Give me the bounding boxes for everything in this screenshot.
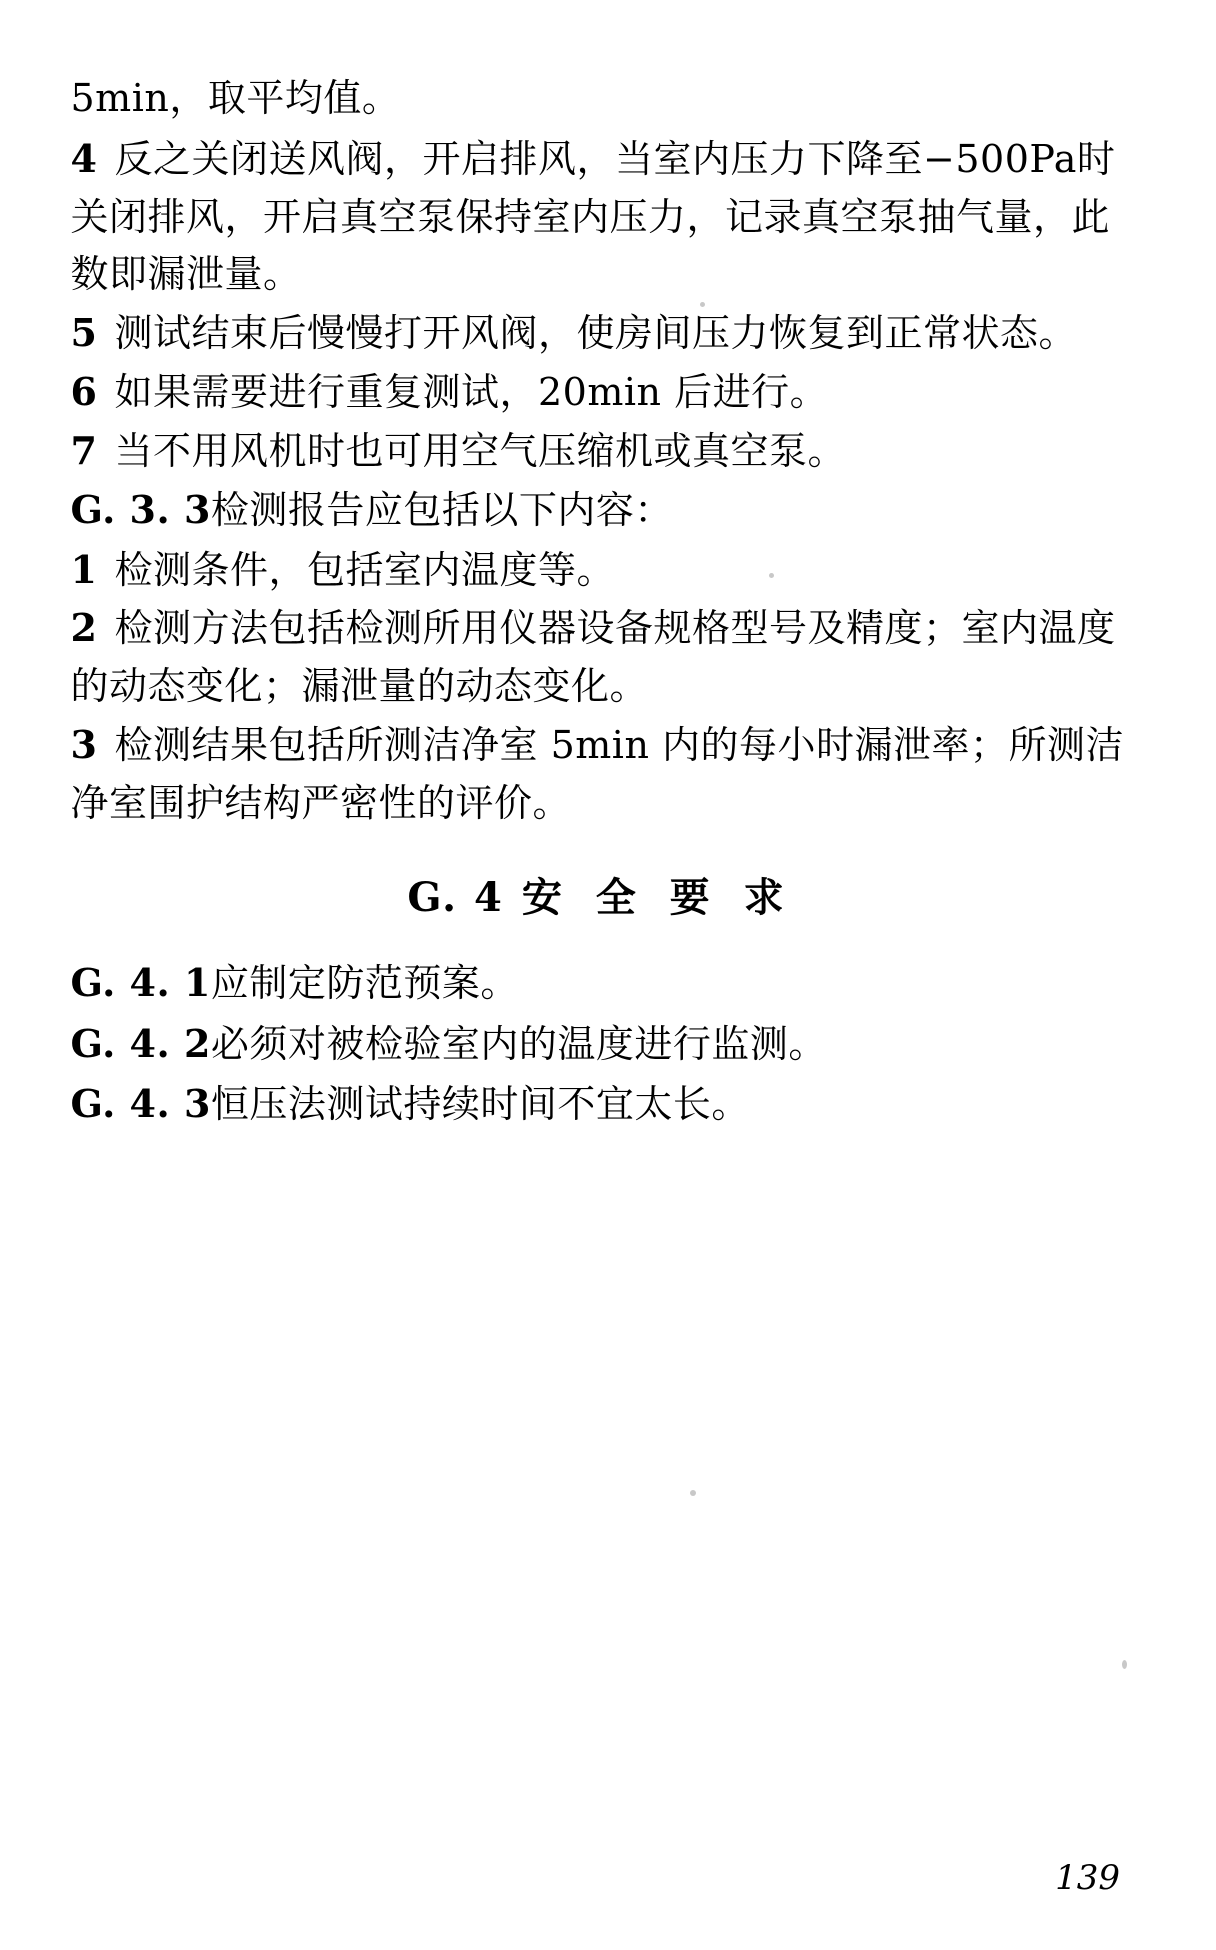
list-item-text: 检测结果包括所测洁净室 5min 内的每小时漏泄率；所测洁净室围护结构严密性的评价。 (70, 722, 1124, 825)
clause-text: 检测报告应包括以下内容： (210, 488, 673, 533)
clause-g-3-3 (71, 480, 1131, 540)
clause-id: G. 3. 3 (70, 487, 211, 533)
paper-speck (769, 573, 774, 578)
clause-text: 恒压法测试持续时间不宜太长。 (210, 1081, 750, 1126)
clause-id: G. 4. 2 (70, 1020, 211, 1066)
list-item-number: 5 (70, 310, 98, 355)
list-item-text: 反之关闭送风阀，开启排风，当室内压力下降至−500Pa时关闭排风，开启真空泵保持室内压力，记录真空泵抽气量，此数即漏泄量。 (70, 136, 1116, 297)
clause-text: 应制定防范预案。 (210, 961, 519, 1006)
list-item (71, 541, 1131, 600)
list-item-number: 1 (70, 546, 98, 592)
list-item-number: 2 (70, 605, 98, 651)
clause-text: 必须对被检验室内的温度进行监测。 (210, 1021, 827, 1066)
list-item (71, 304, 1131, 363)
continuation-line: 5min，取平均值。 (70, 76, 401, 120)
list-item-number: 4 (70, 135, 98, 181)
list-item-number: 6 (70, 368, 98, 414)
list-item-text: 当不用风机时也可用空气压缩机或真空泵。 (114, 428, 847, 473)
paper-speck (690, 1490, 696, 1496)
clause-g-4-1 (71, 953, 1131, 1013)
section-heading-number: G. 4 (407, 874, 504, 922)
section-heading-title: 安 全 要 求 (521, 874, 794, 922)
list-item (71, 363, 1131, 422)
clause-g-4-2 (71, 1014, 1131, 1074)
list-item (71, 422, 1131, 481)
list-item-number: 3 (70, 721, 98, 767)
list-item (71, 599, 1131, 716)
clause-id: G. 4. 3 (70, 1080, 211, 1126)
clause-g-4-3 (71, 1074, 1131, 1134)
paper-speck (1122, 1660, 1127, 1669)
list-item-text: 测试结束后慢慢打开风阀，使房间压力恢复到正常状态。 (114, 311, 1078, 355)
list-item-text: 如果需要进行重复测试，20min 后进行。 (114, 369, 829, 414)
paper-speck (700, 302, 705, 307)
list-item-number: 7 (70, 427, 98, 473)
list-item (71, 716, 1131, 833)
list-item-text: 检测条件，包括室内温度等。 (114, 547, 616, 592)
clause-id: G. 4. 1 (70, 960, 211, 1006)
page-content (71, 70, 1131, 1134)
list-item-text: 检测方法包括检测所用仪器设备规格型号及精度；室内温度的动态变化；漏泄量的动态变化。 (70, 606, 1116, 709)
section-heading (71, 866, 1131, 923)
list-item (71, 130, 1131, 304)
page-number: 139 (1055, 1858, 1120, 1898)
